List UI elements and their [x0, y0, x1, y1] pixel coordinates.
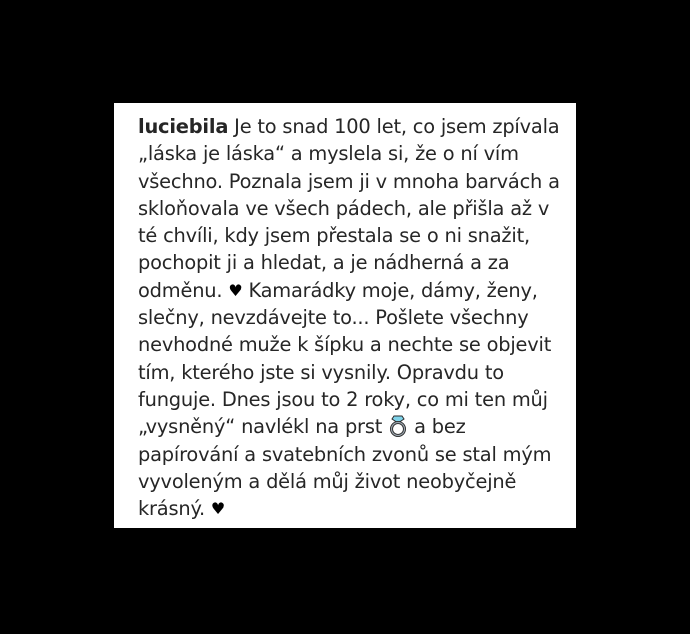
- caption-text: pochopit ji a hledat, a je nádherná a za: [138, 251, 510, 275]
- caption-line-7: [138, 277, 558, 304]
- caption-text: krásný.: [138, 497, 205, 521]
- caption-line-1: [138, 113, 558, 140]
- caption-line-8: [138, 304, 558, 331]
- caption-line-6: [138, 249, 558, 276]
- caption-line-2: [138, 140, 558, 167]
- caption-text: té chvíli, kdy jsem přestala se o ni snažit,: [138, 224, 530, 248]
- instagram-comment-card: [114, 103, 576, 528]
- caption-text: Kamarádky moje, dámy, ženy,: [248, 278, 538, 302]
- caption-line-12: [138, 413, 558, 440]
- caption-line-15: [138, 495, 558, 522]
- ring-emoji-icon: [389, 415, 407, 437]
- caption-line-5: [138, 222, 558, 249]
- caption-line-10: [138, 359, 558, 386]
- heart-emoji-icon: ♥: [210, 499, 226, 519]
- post-caption: [138, 113, 558, 522]
- caption-text: nevhodné muže k šípku a nechte se objevit: [138, 333, 552, 357]
- caption-text: skloňovala ve všech pádech, ale přišla až v: [138, 196, 550, 220]
- caption-line-4: [138, 195, 558, 222]
- caption-line-3: [138, 168, 558, 195]
- caption-text: „vysněný“ navlékl na prst: [138, 415, 383, 439]
- caption-line-9: [138, 331, 558, 358]
- caption-line-14: [138, 468, 558, 495]
- caption-text: funguje. Dnes jsou to 2 roky, co mi ten můj: [138, 387, 548, 411]
- heart-emoji-icon: ♥: [228, 280, 243, 300]
- caption-text: odměnu.: [138, 278, 223, 302]
- caption-text: všechno. Poznala jsem ji v mnoha barvách a: [138, 169, 560, 193]
- caption-line-13: [138, 441, 558, 468]
- caption-text: a bez: [414, 415, 466, 439]
- caption-text: Je to snad 100 let, co jsem zpívala: [234, 115, 560, 138]
- caption-text: vyvoleným a dělá můj život neobyčejně: [138, 469, 517, 493]
- caption-line-11: [138, 386, 558, 413]
- caption-text: slečny, nevzdávejte to... Pošlete všechny: [138, 306, 529, 330]
- caption-text: papírování a svatebních zvonů se stal mým: [138, 442, 552, 466]
- username-link[interactable]: luciebila: [138, 115, 229, 138]
- caption-text: tím, kterého jste si vysnily. Opravdu to: [138, 360, 504, 384]
- caption-text: „láska je láska“ a myslela si, že o ní vím: [138, 142, 519, 166]
